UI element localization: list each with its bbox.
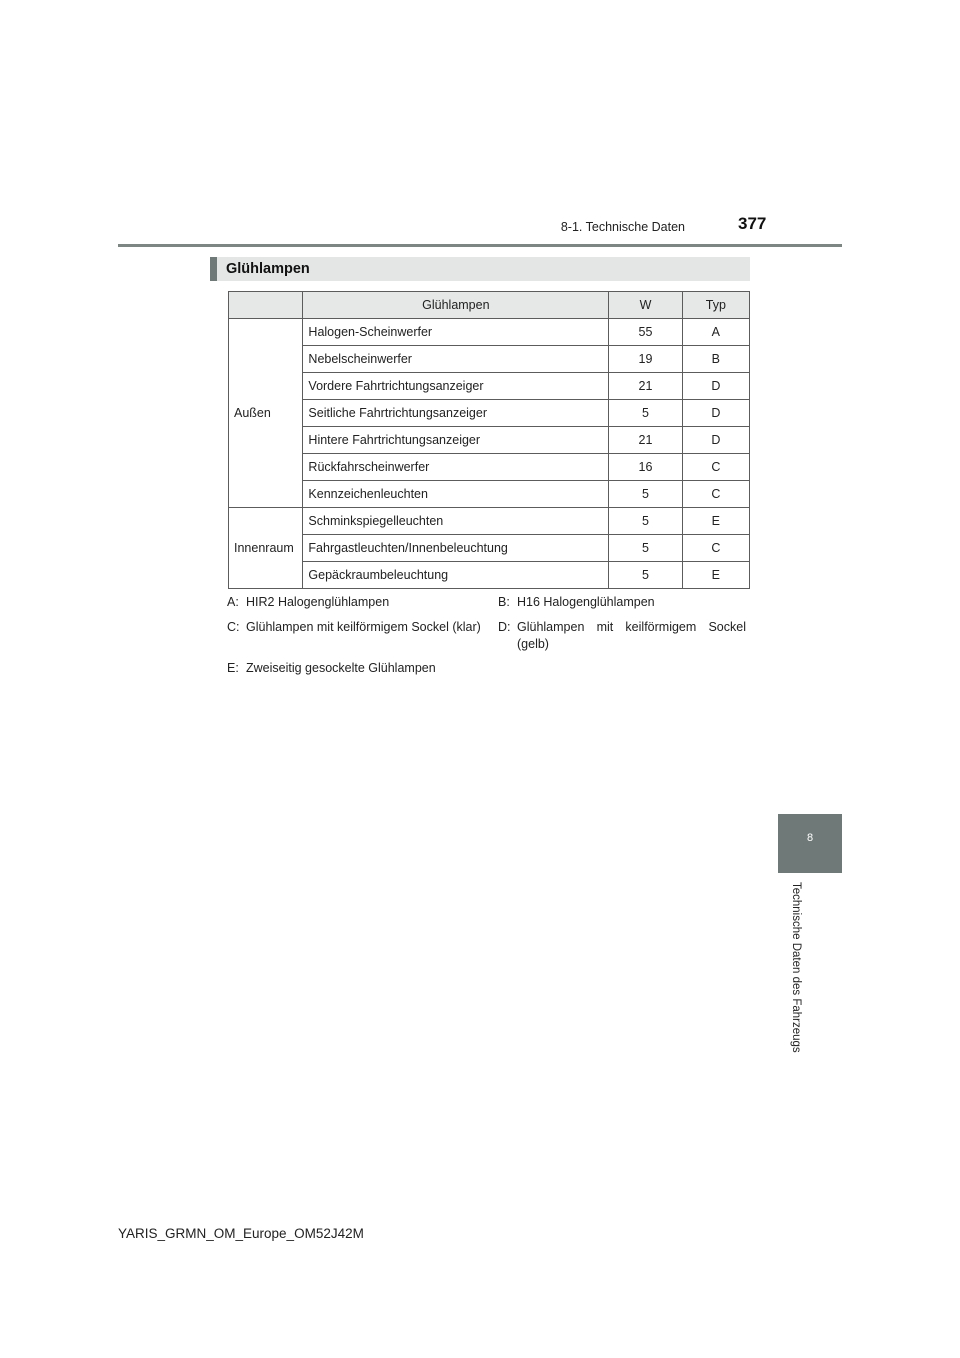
note-text: Zweiseitig gesockelte Glühlampen	[246, 661, 436, 675]
bulb-watt: 21	[609, 427, 682, 454]
chapter-tab	[778, 814, 842, 873]
bulb-name: Rückfahrscheinwerfer	[303, 454, 609, 481]
note-text: HIR2 Halogenglühlampen	[246, 595, 390, 609]
table-row	[229, 346, 750, 373]
bulb-watt: 5	[609, 400, 682, 427]
bulb-watt: 5	[609, 481, 682, 508]
header-type: Typ	[682, 292, 749, 319]
header-divider	[118, 244, 842, 247]
table-row	[229, 562, 750, 589]
bulb-type: B	[682, 346, 749, 373]
page-number: 377	[738, 214, 767, 233]
note-d	[498, 619, 746, 653]
bulb-name: Nebelscheinwerfer	[303, 346, 609, 373]
note-text: H16 Halogenglühlampen	[517, 595, 655, 609]
bulb-watt: 5	[609, 562, 682, 589]
group-interior: Innenraum	[229, 508, 303, 589]
running-header-section: 8-1. Technische Daten	[560, 220, 685, 234]
bulb-watt: 16	[609, 454, 682, 481]
header-group	[229, 292, 303, 319]
table-row	[229, 319, 750, 346]
bulb-type: E	[682, 562, 749, 589]
bulb-name: Halogen-Scheinwerfer	[303, 319, 609, 346]
table-row	[229, 454, 750, 481]
bulb-table	[228, 291, 750, 589]
bulb-name: Fahrgastleuchten/Innenbeleuchtung	[303, 535, 609, 562]
bulb-type: E	[682, 508, 749, 535]
bulb-type: C	[682, 454, 749, 481]
bulb-type: C	[682, 535, 749, 562]
table-row	[229, 373, 750, 400]
note-text: Glühlampen mit keilförmigem Sockel (gelb)	[517, 620, 746, 651]
bulb-name: Hintere Fahrtrichtungsanzeiger	[303, 427, 609, 454]
note-a	[227, 594, 467, 611]
header-watt: W	[609, 292, 682, 319]
bulb-type: C	[682, 481, 749, 508]
note-b	[498, 594, 748, 611]
bulb-name: Vordere Fahrtrichtungsanzeiger	[303, 373, 609, 400]
note-c	[227, 619, 481, 636]
bulb-watt: 19	[609, 346, 682, 373]
bulb-watt: 55	[609, 319, 682, 346]
table-header-row	[229, 292, 750, 319]
bulb-type: A	[682, 319, 749, 346]
chapter-label: Technische Daten des Fahrzeugs	[790, 882, 802, 1053]
note-key: C:	[227, 620, 240, 634]
bulb-type: D	[682, 373, 749, 400]
section-title: Glühlampen	[210, 257, 750, 281]
note-key: E:	[227, 661, 239, 675]
bulb-name: Seitliche Fahrtrichtungsanzeiger	[303, 400, 609, 427]
bulb-name: Gepäckraumbeleuchtung	[303, 562, 609, 589]
bulb-name: Kennzeichenleuchten	[303, 481, 609, 508]
bulb-type: D	[682, 400, 749, 427]
table-row	[229, 427, 750, 454]
bulb-name: Schminkspiegelleuchten	[303, 508, 609, 535]
bulb-watt: 21	[609, 373, 682, 400]
table-row	[229, 400, 750, 427]
bulb-type: D	[682, 427, 749, 454]
bulb-watt: 5	[609, 535, 682, 562]
note-text: Glühlampen mit keilförmigem Sockel (klar)	[246, 620, 481, 634]
table-row	[229, 535, 750, 562]
group-exterior: Außen	[229, 319, 303, 508]
header-bulbs: Glühlampen	[303, 292, 609, 319]
note-e	[227, 660, 487, 677]
note-key: D:	[498, 620, 511, 634]
bulb-watt: 5	[609, 508, 682, 535]
table-row	[229, 508, 750, 535]
document-footer: YARIS_GRMN_OM_Europe_OM52J42M	[118, 1226, 364, 1241]
note-key: B:	[498, 595, 510, 609]
note-key: A:	[227, 595, 239, 609]
chapter-number: 8	[806, 832, 814, 844]
table-row	[229, 481, 750, 508]
